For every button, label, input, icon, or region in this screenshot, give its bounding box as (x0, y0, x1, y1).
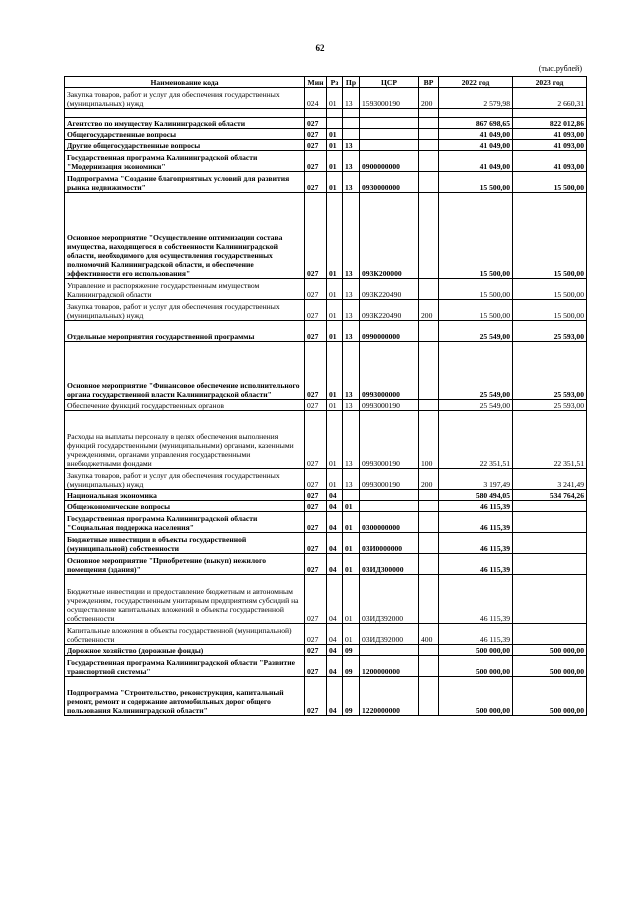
table-row (65, 554, 587, 575)
cell-y2022: 15 500,00 (439, 300, 513, 321)
cell-y2022: 3 197,49 (439, 469, 513, 490)
cell-vr (419, 140, 439, 151)
table-header-row (65, 77, 587, 88)
cell-y2023: 15 500,00 (513, 172, 587, 193)
cell-y2023: 534 764,26 (513, 490, 587, 501)
cell-y2023: 41 093,00 (513, 129, 587, 140)
cell-min: 027 (305, 193, 327, 279)
cell-pr: 01 (343, 575, 360, 624)
table-row (65, 512, 587, 533)
cell-name: Закупка товаров, работ и услуг для обеспечения государственных (муниципальных) нужд (65, 300, 305, 321)
cell-csr: 0930000000 (360, 172, 419, 193)
cell-name: Подпрограмма "Создание благоприятных условий для развития рынка недвижимости" (65, 172, 305, 193)
cell-min: 027 (305, 512, 327, 533)
cell-y2022 (439, 109, 513, 118)
cell-min: 027 (305, 129, 327, 140)
cell-csr (360, 501, 419, 512)
cell-csr: 1593000190 (360, 88, 419, 109)
cell-pr: 13 (343, 172, 360, 193)
cell-y2022: 580 494,05 (439, 490, 513, 501)
cell-y2022: 22 351,51 (439, 411, 513, 469)
budget-table (64, 76, 587, 716)
cell-y2023: 822 012,86 (513, 118, 587, 129)
cell-pr: 13 (343, 300, 360, 321)
cell-vr (419, 129, 439, 140)
col-header-min: Мин (305, 77, 327, 88)
cell-min: 027 (305, 321, 327, 342)
table-row (65, 575, 587, 624)
cell-name (65, 109, 305, 118)
cell-rz: 01 (327, 172, 343, 193)
col-header-2023: 2023 год (513, 77, 587, 88)
cell-y2023 (513, 533, 587, 554)
table-row (65, 400, 587, 411)
cell-min: 027 (305, 624, 327, 645)
cell-pr: 01 (343, 624, 360, 645)
cell-y2022: 46 115,39 (439, 512, 513, 533)
cell-name: Общегосударственные вопросы (65, 129, 305, 140)
table-body (65, 88, 587, 716)
cell-rz: 01 (327, 400, 343, 411)
cell-pr: 01 (343, 554, 360, 575)
cell-name: Основное мероприятие "Приобретение (выкуп) нежилого помещения (здания)" (65, 554, 305, 575)
cell-csr: 0900000000 (360, 151, 419, 172)
table-row (65, 172, 587, 193)
cell-y2023: 500 000,00 (513, 677, 587, 716)
cell-name: Отдельные мероприятия государственной программы (65, 321, 305, 342)
cell-rz: 01 (327, 193, 343, 279)
page-number: 62 (315, 43, 325, 53)
cell-vr (419, 118, 439, 129)
cell-csr (360, 645, 419, 656)
table-row (65, 490, 587, 501)
cell-name: Государственная программа Калининградской области "Социальная поддержка населения" (65, 512, 305, 533)
cell-pr (343, 109, 360, 118)
cell-y2023: 25 593,00 (513, 321, 587, 342)
cell-vr: 200 (419, 88, 439, 109)
cell-y2023: 15 500,00 (513, 300, 587, 321)
cell-min: 027 (305, 140, 327, 151)
cell-y2023 (513, 109, 587, 118)
cell-name: Другие общегосударственные вопросы (65, 140, 305, 151)
cell-y2022: 15 500,00 (439, 172, 513, 193)
cell-pr: 13 (343, 400, 360, 411)
cell-csr (360, 129, 419, 140)
cell-vr (419, 490, 439, 501)
cell-rz: 04 (327, 554, 343, 575)
cell-pr: 13 (343, 88, 360, 109)
cell-y2022: 46 115,39 (439, 624, 513, 645)
cell-min: 027 (305, 151, 327, 172)
cell-y2022: 500 000,00 (439, 656, 513, 677)
table-row (65, 411, 587, 469)
cell-name: Агентство по имуществу Калининградской области (65, 118, 305, 129)
cell-rz (327, 109, 343, 118)
cell-y2023 (513, 575, 587, 624)
cell-vr: 200 (419, 300, 439, 321)
cell-y2023 (513, 624, 587, 645)
cell-name: Государственная программа Калининградской области "Развитие транспортной системы" (65, 656, 305, 677)
cell-vr (419, 193, 439, 279)
table-row (65, 645, 587, 656)
cell-y2023: 25 593,00 (513, 342, 587, 400)
cell-csr: 093К200000 (360, 193, 419, 279)
cell-rz: 01 (327, 411, 343, 469)
cell-vr: 100 (419, 411, 439, 469)
cell-min: 027 (305, 501, 327, 512)
cell-rz: 04 (327, 575, 343, 624)
cell-name: Бюджетные инвестиции в объекты государственной (муниципальной) собственности (65, 533, 305, 554)
col-header-name: Наименование кода (65, 77, 305, 88)
cell-min: 027 (305, 279, 327, 300)
cell-csr (360, 140, 419, 151)
cell-vr (419, 109, 439, 118)
cell-y2022: 46 115,39 (439, 554, 513, 575)
cell-name: Общеэкономические вопросы (65, 501, 305, 512)
table-row (65, 279, 587, 300)
cell-vr (419, 321, 439, 342)
cell-pr: 13 (343, 469, 360, 490)
cell-rz: 04 (327, 490, 343, 501)
cell-vr (419, 645, 439, 656)
table-row (65, 656, 587, 677)
cell-min: 027 (305, 645, 327, 656)
cell-vr (419, 172, 439, 193)
cell-min: 027 (305, 411, 327, 469)
cell-vr (419, 575, 439, 624)
cell-y2022: 25 549,00 (439, 400, 513, 411)
cell-csr: 0993000190 (360, 400, 419, 411)
cell-y2022: 46 115,39 (439, 501, 513, 512)
cell-y2023 (513, 554, 587, 575)
cell-y2022: 41 049,00 (439, 129, 513, 140)
cell-csr: 0993000190 (360, 469, 419, 490)
cell-vr (419, 656, 439, 677)
cell-y2022: 41 049,00 (439, 151, 513, 172)
cell-min: 027 (305, 490, 327, 501)
table-row (65, 140, 587, 151)
cell-y2022: 867 698,65 (439, 118, 513, 129)
cell-csr: 03ИД300000 (360, 554, 419, 575)
cell-y2022: 25 549,00 (439, 342, 513, 400)
col-header-csr: ЦСР (360, 77, 419, 88)
cell-name: Основное мероприятие "Осуществление оптимизации состава имущества, находящегося в собственности Калининградской области, необходимого для осуществления государственных полномочий Калининградской области, и обеспечение эффективности его использования" (65, 193, 305, 279)
cell-csr: 093К220490 (360, 279, 419, 300)
cell-pr: 09 (343, 656, 360, 677)
cell-y2023: 22 351,51 (513, 411, 587, 469)
cell-min: 024 (305, 88, 327, 109)
cell-y2023: 41 093,00 (513, 151, 587, 172)
cell-y2022: 25 549,00 (439, 321, 513, 342)
cell-min: 027 (305, 469, 327, 490)
cell-min: 027 (305, 118, 327, 129)
cell-min: 027 (305, 300, 327, 321)
cell-pr (343, 129, 360, 140)
cell-csr: 1200000000 (360, 656, 419, 677)
cell-name: Расходы на выплаты персоналу в целях обеспечения выполнения функций государственными (муниципальными) органами, казенными учреждениями, органами управления государственными внебюджетными фондами (65, 411, 305, 469)
cell-rz: 01 (327, 279, 343, 300)
cell-name: Закупка товаров, работ и услуг для обеспечения государственных (муниципальных) нужд (65, 469, 305, 490)
cell-y2023: 500 000,00 (513, 656, 587, 677)
cell-y2022: 15 500,00 (439, 279, 513, 300)
table-row (65, 151, 587, 172)
table-row (65, 300, 587, 321)
cell-rz: 01 (327, 140, 343, 151)
cell-y2023: 15 500,00 (513, 279, 587, 300)
cell-csr: 03И0000000 (360, 533, 419, 554)
cell-min: 027 (305, 575, 327, 624)
cell-y2022: 15 500,00 (439, 193, 513, 279)
cell-vr (419, 512, 439, 533)
cell-pr: 13 (343, 279, 360, 300)
cell-rz: 01 (327, 342, 343, 400)
table-row (65, 677, 587, 716)
table-row (65, 109, 587, 118)
cell-min (305, 109, 327, 118)
cell-name: Национальная экономика (65, 490, 305, 501)
col-header-rz: Рз (327, 77, 343, 88)
cell-csr: 0990000000 (360, 321, 419, 342)
cell-name: Управление и распоряжение государственным имуществом Калининградской области (65, 279, 305, 300)
cell-rz: 04 (327, 645, 343, 656)
cell-csr: 093К220490 (360, 300, 419, 321)
cell-y2022: 46 115,39 (439, 575, 513, 624)
cell-csr: 03ИД392000 (360, 575, 419, 624)
cell-pr: 13 (343, 151, 360, 172)
table-row (65, 533, 587, 554)
cell-y2023: 25 593,00 (513, 400, 587, 411)
cell-name: Основное мероприятие "Финансовое обеспечение исполнительного органа государственной власти Калининградской области" (65, 342, 305, 400)
cell-pr: 13 (343, 321, 360, 342)
cell-min: 027 (305, 554, 327, 575)
table-row (65, 501, 587, 512)
cell-vr (419, 342, 439, 400)
cell-rz: 04 (327, 512, 343, 533)
table-row (65, 321, 587, 342)
cell-name: Государственная программа Калининградской области "Модернизация экономики" (65, 151, 305, 172)
cell-csr: 0993000000 (360, 342, 419, 400)
cell-name: Подпрограмма "Строительство, реконструкция, капитальный ремонт, ремонт и содержание автомобильных дорог общего пользования Калининградской области" (65, 677, 305, 716)
col-header-vr: ВР (419, 77, 439, 88)
cell-vr (419, 400, 439, 411)
table-row (65, 342, 587, 400)
cell-name: Обеспечение функций государственных органов (65, 400, 305, 411)
col-header-pr: Пр (343, 77, 360, 88)
table-row (65, 118, 587, 129)
cell-vr (419, 677, 439, 716)
cell-y2023: 3 241,49 (513, 469, 587, 490)
cell-y2022: 41 049,00 (439, 140, 513, 151)
table-row (65, 88, 587, 109)
cell-vr: 400 (419, 624, 439, 645)
cell-pr: 13 (343, 411, 360, 469)
cell-y2023: 2 660,31 (513, 88, 587, 109)
cell-vr (419, 279, 439, 300)
cell-min: 027 (305, 342, 327, 400)
table-row (65, 624, 587, 645)
table-row (65, 193, 587, 279)
cell-min: 027 (305, 400, 327, 411)
cell-rz: 01 (327, 88, 343, 109)
cell-csr: 0300000000 (360, 512, 419, 533)
cell-y2022: 500 000,00 (439, 677, 513, 716)
col-header-2022: 2022 год (439, 77, 513, 88)
cell-name: Капитальные вложения в объекты государственной (муниципальной) собственности (65, 624, 305, 645)
cell-vr (419, 151, 439, 172)
cell-y2022: 2 579,98 (439, 88, 513, 109)
cell-rz: 04 (327, 501, 343, 512)
cell-rz: 01 (327, 469, 343, 490)
table-row (65, 469, 587, 490)
cell-rz (327, 118, 343, 129)
cell-y2023 (513, 501, 587, 512)
cell-pr: 13 (343, 140, 360, 151)
cell-rz: 04 (327, 656, 343, 677)
cell-min: 027 (305, 656, 327, 677)
cell-csr (360, 490, 419, 501)
cell-csr: 0993000190 (360, 411, 419, 469)
cell-pr (343, 118, 360, 129)
cell-y2023 (513, 512, 587, 533)
cell-name: Закупка товаров, работ и услуг для обеспечения государственных (муниципальных) нужд (65, 88, 305, 109)
units-label: (тыс.рублей) (538, 64, 582, 73)
cell-pr: 01 (343, 501, 360, 512)
cell-y2023: 41 093,00 (513, 140, 587, 151)
cell-vr (419, 533, 439, 554)
cell-pr: 09 (343, 677, 360, 716)
cell-vr (419, 501, 439, 512)
cell-rz: 04 (327, 677, 343, 716)
cell-min: 027 (305, 533, 327, 554)
cell-rz: 04 (327, 624, 343, 645)
cell-pr: 09 (343, 645, 360, 656)
cell-min: 027 (305, 172, 327, 193)
cell-name: Бюджетные инвестиции и предоставление бюджетным и автономным учреждениям, государственным унитарным предприятиям субсидий на осуществление капитальных вложений в объекты государственной собственности (65, 575, 305, 624)
table-row (65, 129, 587, 140)
cell-y2023: 500 000,00 (513, 645, 587, 656)
cell-min: 027 (305, 677, 327, 716)
cell-pr (343, 490, 360, 501)
cell-rz: 01 (327, 151, 343, 172)
cell-rz: 01 (327, 300, 343, 321)
cell-y2023: 15 500,00 (513, 193, 587, 279)
cell-csr: 03ИД392000 (360, 624, 419, 645)
cell-pr: 13 (343, 342, 360, 400)
cell-csr: 1220000000 (360, 677, 419, 716)
cell-pr: 01 (343, 512, 360, 533)
cell-csr (360, 109, 419, 118)
cell-name: Дорожное хозяйство (дорожные фонды) (65, 645, 305, 656)
cell-y2022: 46 115,39 (439, 533, 513, 554)
cell-pr: 13 (343, 193, 360, 279)
cell-rz: 01 (327, 129, 343, 140)
cell-y2022: 500 000,00 (439, 645, 513, 656)
cell-rz: 01 (327, 321, 343, 342)
cell-csr (360, 118, 419, 129)
cell-pr: 01 (343, 533, 360, 554)
cell-rz: 04 (327, 533, 343, 554)
cell-vr: 200 (419, 469, 439, 490)
cell-vr (419, 554, 439, 575)
